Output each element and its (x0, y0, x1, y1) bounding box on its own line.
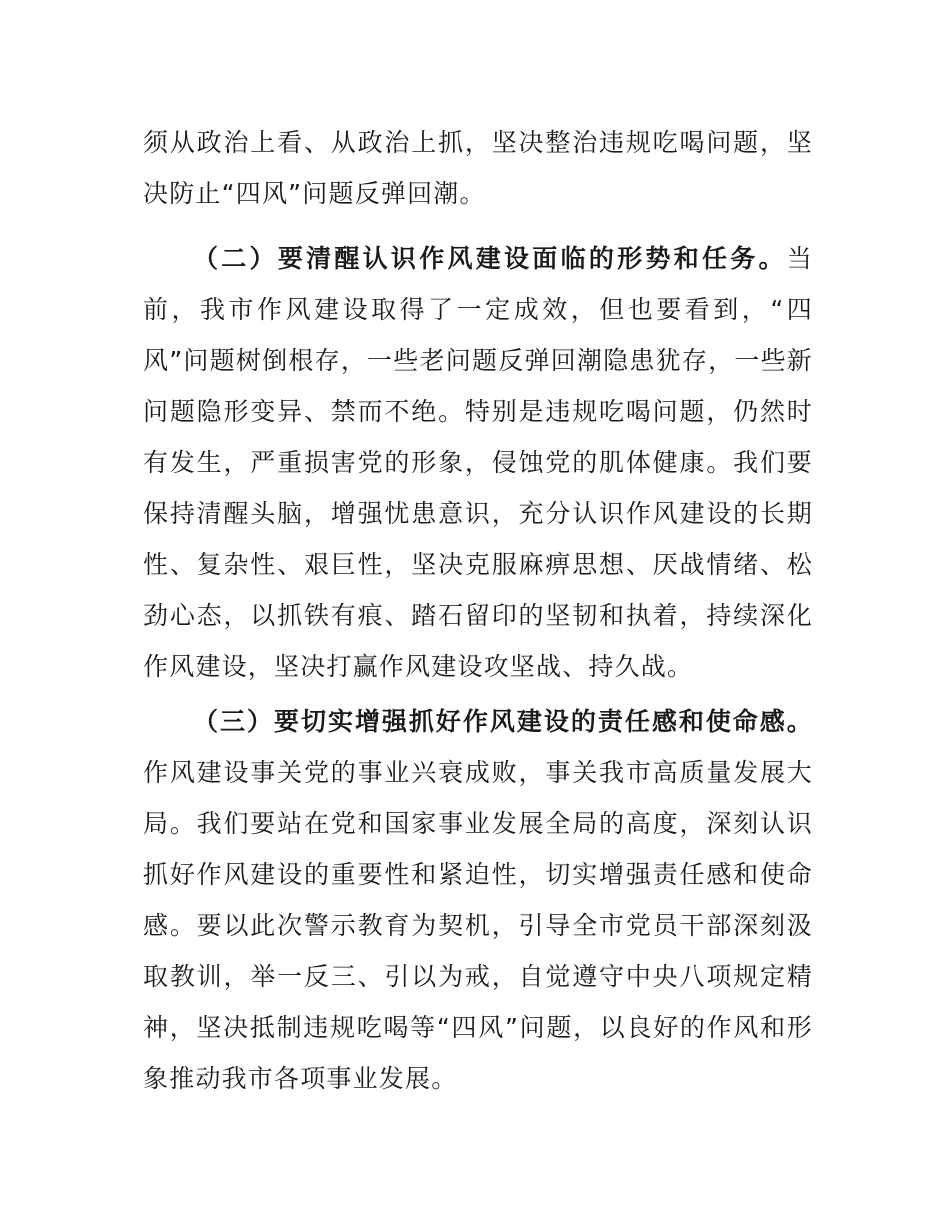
paragraph-section-3 (143, 696, 813, 1104)
paragraph-body: 作风建设事关党的事业兴衰成败，事关我市高质量发展大局。我们要站在党和国家事业发展全局的高度，深刻认识抓好作风建设的重要性和紧迫性，切实增强责任感和使命感。要以此次警示教育为契机，引导全市党员干部深刻汲取教训，举一反三、引以为戒，自觉遵守中央八项规定精神，坚决抵制违规吃喝等“四风”问题，以良好的作风和形象推动我市各项事业发展。 (143, 758, 813, 1093)
paragraph-continuation (143, 117, 813, 219)
section-heading: （二）要清醒认识作风建设面临的形势和任务。 (193, 244, 787, 273)
paragraph-section-2 (143, 233, 813, 692)
paragraph-body: 须从政治上看、从政治上抓，坚决整治违规吃喝问题，坚决防止“四风”问题反弹回潮。 (143, 128, 813, 208)
paragraph-body: 当前，我市作风建设取得了一定成效，但也要看到，“四风”问题树倒根存，一些老问题反弹回潮隐患犹存，一些新问题隐形变异、禁而不绝。特别是违规吃喝问题，仍然时有发生，严重损害党的形象，侵蚀党的肌体健康。我们要保持清醒头脑，增强忧患意识，充分认识作风建设的长期性、复杂性、艰巨性，坚决克服麻痹思想、厌战情绪、松劲心态，以抓铁有痕、踏石留印的坚韧和执着，持续深化作风建设，坚决打赢作风建设攻坚战、持久战。 (143, 244, 813, 681)
section-heading: （三）要切实增强抓好作风建设的责任感和使命感。 (193, 707, 813, 736)
